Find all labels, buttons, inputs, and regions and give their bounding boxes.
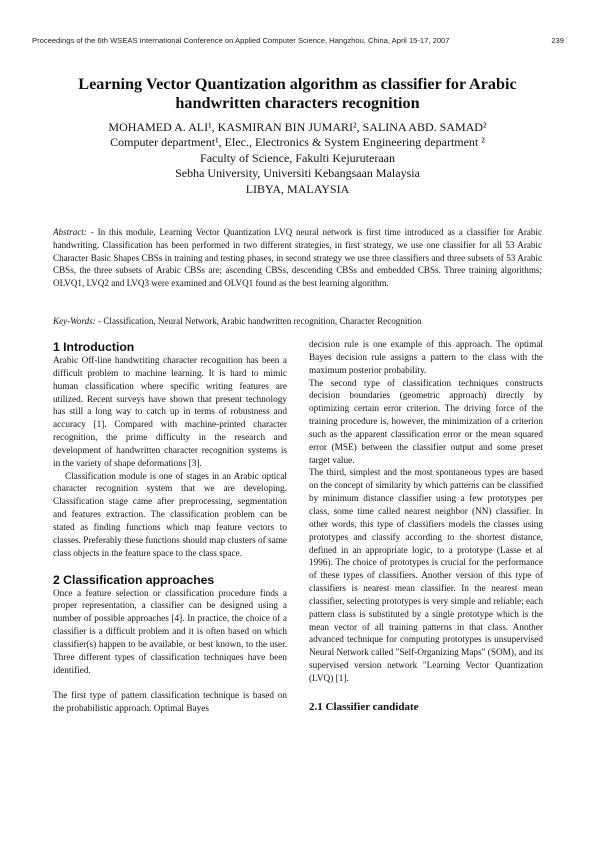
abstract-label: Abstract: <box>53 227 87 237</box>
paragraph: Classification module is one of stages in an Arabic optical character recognition system that we are developing. Classification stage came after preprocessing, segmentation and features extraction. The classification problem can be stated as finding functions which map feature vectors to classes. Preferably these functions should map clusters of same class objects in the feature space to the class space. <box>53 471 288 559</box>
keywords <box>53 315 542 328</box>
section-heading-introduction: 1 Introduction <box>53 340 135 354</box>
paragraph: decision rule is one example of this approach. The optimal Bayes decision rule assigns a pattern to the class with the maximum posterior probability. <box>309 340 543 376</box>
title-line-2: handwritten characters recognition <box>175 94 420 112</box>
running-header-text: Proceedings of the 6th WSEAS International Conference on Applied Computer Science, Hangzhou, China, April 15-17, 2007 <box>32 36 450 45</box>
paragraph: The third, simplest and the most spontaneous types are based on the concept of similarity by which patterns can be classified by minimum distance classifier using a few prototypes per class, some time called nearest neighbor (NN) classifier. In other words, this type of classifiers models the classes using prototypes and classify according to the shortest distance, defined in an appropriate logic, to a prototype (Lasse et al 1996). The choice of prototypes is crucial for the performance of these types of classifiers. Another version of this type of classifiers is nearest mean classifier. In the nearest mean classifier, selecting prototypes is very simple and reliable; each pattern class is substituted by a single prototype which is the mean vector of all training patterns in that class. Another advanced technique for computing prototypes is unsupervised Neural Network called "Self-Organizing Maps" (SOM), and its supervised version network "Learning Vector Quantization (LVQ) [1]. <box>309 468 543 684</box>
paragraph: The second type of classification techniques constructs decision boundaries (geometric approach) directly by optimizing certain error criterion. The driving force of the training procedure is, however, the minimization of a criterion such as the apparent classification error or the mean squared error (MSE) between the classifier output and some preset target value. <box>309 378 543 466</box>
affiliation-3: Sebha University, Universiti Kebangsaan Malaysia <box>175 166 420 181</box>
author-block <box>40 120 555 197</box>
abstract-text: - In this module, Learning Vector Quantization LVQ neural network is first time introduced as a classifier for Arabic handwriting. Classification has been performed in two different strategies, in first strategy, we use one classifier for all 53 Arabic Character Basic Shapes CBSs in training and testing phases, in second strategy we use three classifiers and three subsets of 53 Arabic CBSs, the three subsets of Arabic CBSs are; ascending CBSs, descending CBSs and embedded CBSs. Three training algorithms; OLVQ1, LVQ2 and LVQ3 were examined and OLVQ1 found as the best learning algorithm. <box>53 227 542 289</box>
abstract <box>53 226 542 290</box>
page-number: 239 <box>551 36 564 45</box>
paragraph: Arabic Off-line handwriting character recognition has been a difficult problem to machine learning. It is hard to mimic human classification where specific writing features are utilized. Recent surveys have shown that present technology has still a long way to catch up in terms of robustness and accuracy [1]. Compared with machine-printed character recognition, the prime difficulty in the research and development of handwritten character recognition systems is in the variety of shape deformations [3]. <box>53 356 287 469</box>
right-column <box>309 339 543 714</box>
paper-title <box>40 75 555 113</box>
running-header <box>32 36 564 45</box>
paragraph: Once a feature selection or classification procedure finds a proper representation, a classifier can be designed using a number of possible approaches [4]. In practice, the choice of a classifier is a difficult problem and it is often based on which classifier(s) happen to be available, or best known, to the user. Three different types of classification techniques have been identified. <box>53 588 287 676</box>
left-column <box>53 339 287 716</box>
author-names: MOHAMED A. ALI¹, KASMIRAN BIN JUMARI², SALINA ABD. SAMAD² <box>108 120 487 134</box>
section-heading-classification: 2 Classification approaches <box>53 572 215 587</box>
keywords-text: - Classification, Neural Network, Arabic handwritten recognition, Character Recognition <box>95 316 422 326</box>
affiliation-2: Faculty of Science, Fakulti Kejuruteraan <box>200 150 395 165</box>
title-line-1: Learning Vector Quantization algorithm as classifier for Arabic <box>78 75 517 93</box>
subsection-heading-classifier-candidate: 2.1 Classifier candidate <box>309 700 419 713</box>
paragraph: The first type of pattern classification technique is based on the probabilistic approach. Optimal Bayes <box>53 691 287 715</box>
affiliation-4: LIBYA, MALAYSIA <box>245 181 350 196</box>
keywords-label: Key-Words: <box>53 316 96 326</box>
affiliation-1: Computer department¹, Elec., Electronics & System Engineering department ² <box>110 135 485 150</box>
